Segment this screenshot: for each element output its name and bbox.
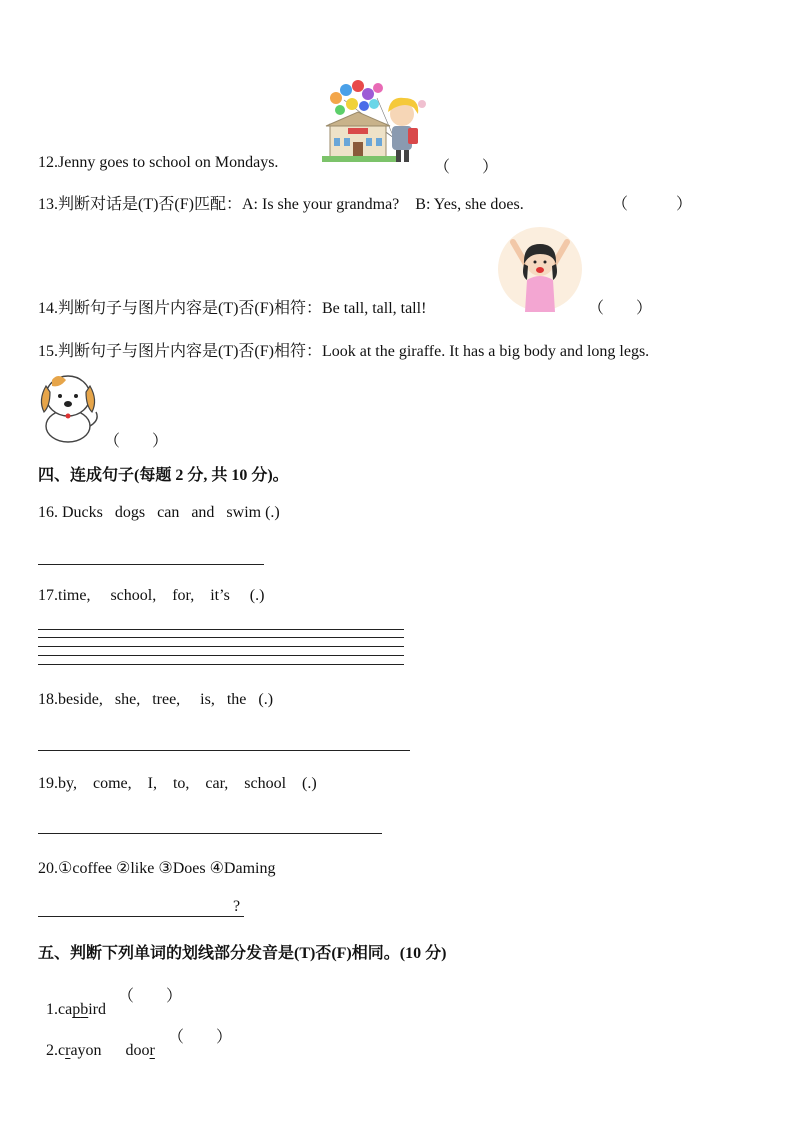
cheering-girl-image xyxy=(497,226,583,312)
word-pair-1-prefix: 1.ca xyxy=(46,1001,73,1018)
answer-line-18[interactable] xyxy=(38,750,410,751)
answer-blank-w2[interactable]: （ ） xyxy=(168,1029,233,1046)
word-pair-2-underlined-1: r xyxy=(65,1042,71,1059)
school-girl-balloons-image xyxy=(322,78,432,170)
section-5-heading: 五、判断下列单词的划线部分发音是(T)否(F)相同。(10 分) xyxy=(38,945,447,962)
word-pair-2-underlined-2: r xyxy=(149,1042,155,1059)
question-13: 13.判断对话是(T)否(F)匹配：A: Is she your grandma? B: Yes, she does. xyxy=(38,196,524,213)
word-pair-2-prefix: 2.c xyxy=(46,1042,66,1059)
question-14: 14.判断句子与图片内容是(T)否(F)相符：Be tall, tall, tall! xyxy=(38,300,427,317)
answer-blank-13[interactable]: （ ） xyxy=(612,196,693,213)
question-18: 18.beside, she, tree, is, the (.) xyxy=(38,691,274,708)
word-pair-2-mid: ayon doo xyxy=(70,1042,150,1059)
answer-blank-12[interactable]: （ ） xyxy=(434,159,499,176)
answer-line-19[interactable] xyxy=(38,833,382,834)
section-4-heading: 四、连成句子(每题 2 分, 共 10 分)。 xyxy=(38,467,289,484)
word-pair-1-underlined-1: p xyxy=(72,1001,81,1018)
question-12: 12.Jenny goes to school on Mondays. xyxy=(38,154,279,171)
question-15: 15.判断句子与图片内容是(T)否(F)相符：Look at the giraffe. It has a big body and long legs. xyxy=(38,343,650,360)
question-20-end-mark: ? xyxy=(233,898,241,915)
question-16: 16. Ducks dogs can and swim (.) xyxy=(38,504,280,521)
answer-line-17d[interactable] xyxy=(38,655,404,656)
question-20: 20.①coffee ②like ③Does ④Daming xyxy=(38,860,276,877)
answer-line-17a[interactable] xyxy=(38,629,404,630)
answer-line-17c[interactable] xyxy=(38,646,404,647)
answer-blank-w1[interactable]: （ ） xyxy=(118,988,183,1005)
word-pair-1-suffix: ird xyxy=(88,1001,106,1018)
answer-line-17e[interactable] xyxy=(38,664,404,665)
question-17: 17.time, school, for, it’s (.) xyxy=(38,587,265,604)
answer-blank-14[interactable]: （ ） xyxy=(588,300,653,317)
word-pair-1 xyxy=(38,983,106,1019)
answer-line-17b[interactable] xyxy=(38,637,404,638)
answer-blank-15[interactable]: （ ） xyxy=(104,433,169,450)
answer-line-20[interactable] xyxy=(38,916,244,917)
puppy-image xyxy=(36,366,100,444)
word-pair-2 xyxy=(38,1024,155,1060)
word-pair-1-underlined-2: b xyxy=(80,1001,89,1018)
answer-line-16[interactable] xyxy=(38,564,264,565)
question-19: 19.by, come, I, to, car, school (.) xyxy=(38,775,317,792)
